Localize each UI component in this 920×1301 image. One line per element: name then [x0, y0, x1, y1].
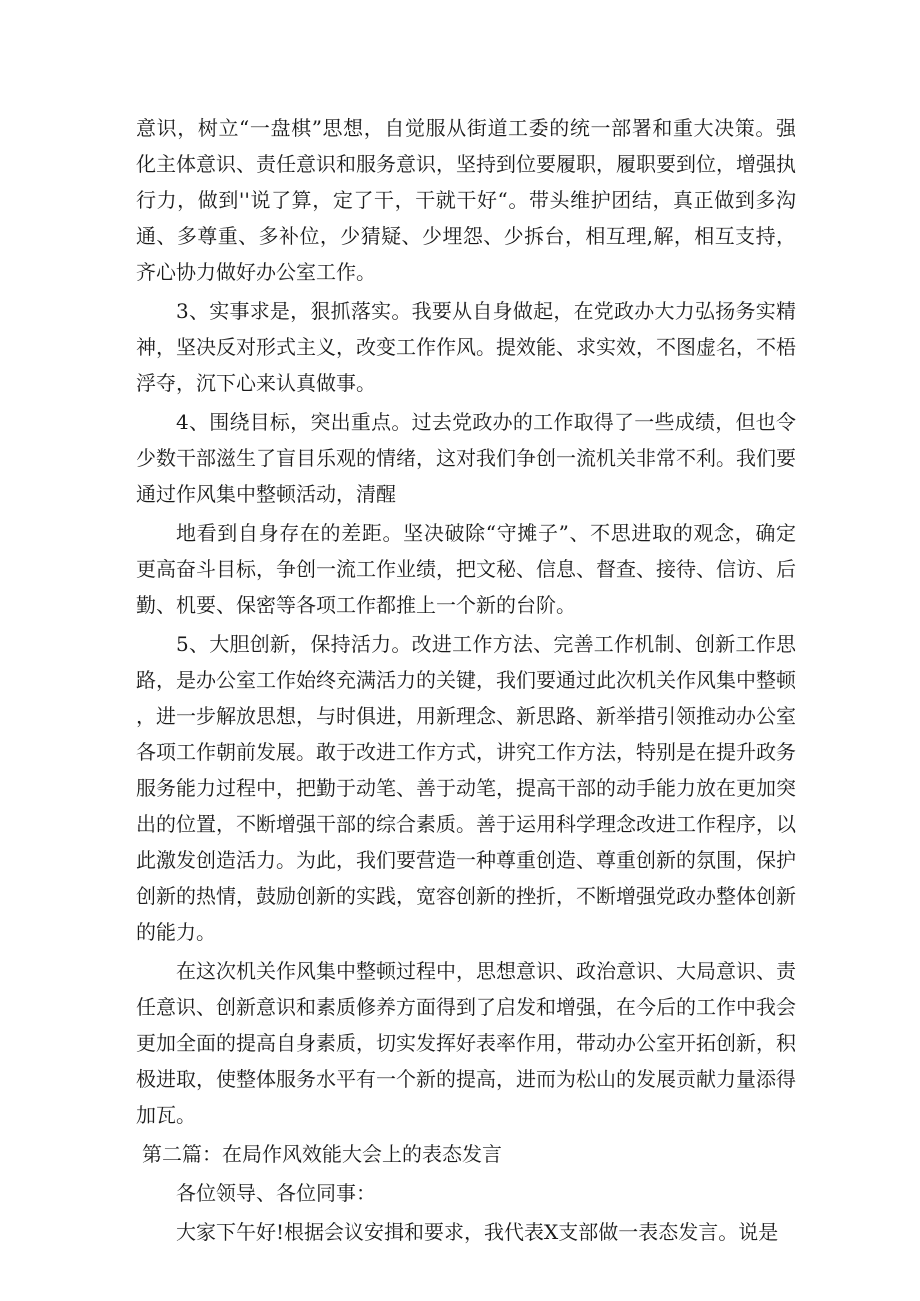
- paragraph-item-5: 5、大胆创新，保持活力。改进工作方法、完善工作机制、创新工作思路，是办公室工作始终充满活力的关键，我们要通过此次机关作风集中整顿，进一步解放思想，与时俱进，用新理念、新思路、新举措引领推动办公室各项工作朝前发展。敢于改进工作方式，讲究工作方法，特别是在提升政务服务能力过程中，把勤于动笔、善于动笔，提高干部的动手能力放在更加突出的位置，不断增强干部的综合素质。善于运用科学理念改进工作程序，以此激发创造活力。为此，我们要营造一种尊重创造、尊重创新的氛围，保护创新的热情，鼓励创新的实践，宽容创新的挫折，不断增强党政办整体创新的能力。: [136, 632, 796, 944]
- paragraph-item-3: 3、实事求是，狠抓落实。我要从自身做起，在党政办大力弘扬务实精神，坚决反对形式主义，改变工作作风。提效能、求实效，不图虚名，不梧浮夺，沉下心来认真做事。: [136, 299, 796, 395]
- paragraph-item-4: 4、围绕目标，突出重点。过去党政办的工作取得了一些成绩，但也令少数干部滋生了盲目乐观的情绪，这对我们争创一流机关非常不利。我们要通过作风集中整顿活动，清醒: [136, 410, 796, 506]
- paragraph-conclusion: 在这次机关作风集中整顿过程中，思想意识、政治意识、大局意识、责任意识、创新意识和素质修养方面得到了启发和增强，在今后的工作中我会更加全面的提高自身素质，切实发挥好表率作用，带动办公室开拓创新，积极进取，使整体服务水平有一个新的提高，进而为松山的发展贡献力量添得加瓦。: [136, 959, 796, 1127]
- opening-paragraph: 大家下午好!根据会议安揖和要求，我代表X支部做一表态发言。说是: [176, 1220, 779, 1244]
- paragraph-continuation: 意识，树立“一盘棋”思想，自觉服从街道工委的统一部署和重大决策。强化主体意识、责任意识和服务意识，坚持到位要履职，履职要到位，增强执行力，做到''说了算，定了干，干就干好“。带头维护团结，真正做到多沟通、多尊重、多补位，少猜疑、少埋怨、少拆台，相互理,解，相互支持，齐心协力做好办公室工作。: [136, 116, 796, 284]
- salutation: 各位领导、各位同事：: [176, 1181, 376, 1205]
- section-heading: 第二篇：在局作风效能大会上的表态发言: [142, 1142, 502, 1166]
- paragraph-item-4-continued: 地看到自身存在的差距。坚决破除“守摊子”、不思进取的观念，确定更高奋斗目标，争创一流工作业绩，把文秘、信息、督查、接待、信访、后勤、机要、保密等各项工作都推上一个新的台阶。: [136, 521, 796, 617]
- document-body: [136, 110, 796, 1250]
